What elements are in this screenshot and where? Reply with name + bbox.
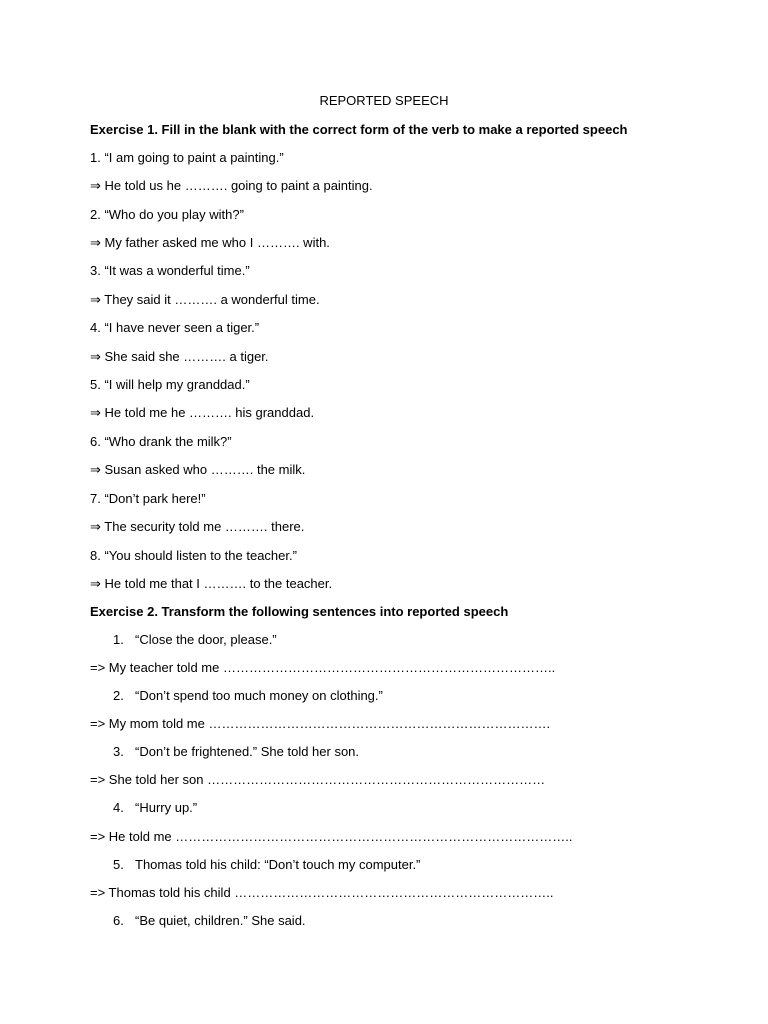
exercise2-answer-line: => My teacher told me …………………………………………………………………..	[90, 660, 556, 675]
exercise2-prompt	[113, 744, 359, 759]
item-number: 1.	[113, 632, 124, 647]
exercise1-line: ⇒ He told us he ………. going to paint a painting.	[90, 178, 373, 193]
exercise2-prompt	[113, 857, 420, 872]
exercise1-line: 5. “I will help my granddad.”	[90, 377, 250, 392]
prompt-text: “Be quiet, children.” She said.	[135, 913, 306, 928]
exercise2-answer-line: => Thomas told his child ………………………………………………………………..	[90, 885, 554, 900]
exercise1-line: 3. “It was a wonderful time.”	[90, 263, 250, 278]
prompt-text: Thomas told his child: “Don’t touch my computer.”	[135, 857, 421, 872]
exercise1-line: ⇒ She said she ………. a tiger.	[90, 349, 269, 364]
item-number: 5.	[113, 857, 124, 872]
prompt-text: “Don’t spend too much money on clothing.”	[135, 688, 383, 703]
exercise1-line: ⇒ He told me that I ………. to the teacher.	[90, 576, 333, 591]
prompt-text: “Close the door, please.”	[135, 632, 277, 647]
exercise1-line: ⇒ Susan asked who ………. the milk.	[90, 462, 306, 477]
item-number: 2.	[113, 688, 124, 703]
exercise2-answer-line: => He told me ………………………………………………………………………………..	[90, 829, 573, 844]
prompt-text: “Don’t be frightened.” She told her son.	[135, 744, 360, 759]
exercise1-line: 1. “I am going to paint a painting.”	[90, 150, 284, 165]
exercise1-line: 2. “Who do you play with?”	[90, 207, 244, 222]
exercise2-answer-line: => My mom told me …………………………………………………………………….	[90, 716, 551, 731]
exercise1-line: ⇒ He told me he ………. his granddad.	[90, 405, 315, 420]
item-number: 3.	[113, 744, 124, 759]
exercise1-line: 7. “Don’t park here!”	[90, 491, 206, 506]
exercise1-line: ⇒ They said it ………. a wonderful time.	[90, 292, 320, 307]
exercise1-line: ⇒ The security told me ………. there.	[90, 519, 305, 534]
exercise2-prompt	[113, 632, 277, 647]
exercise2-prompt	[113, 688, 383, 703]
exercise2-prompt	[113, 913, 306, 928]
exercise1-heading: Exercise 1. Fill in the blank with the correct form of the verb to make a reported speech	[90, 122, 628, 137]
exercise1-line: ⇒ My father asked me who I ………. with.	[90, 235, 330, 250]
item-number: 4.	[113, 800, 124, 815]
exercise1-line: 4. “I have never seen a tiger.”	[90, 320, 260, 335]
exercise2-prompt	[113, 800, 197, 815]
prompt-text: “Hurry up.”	[135, 800, 198, 815]
page-title: REPORTED SPEECH	[319, 93, 449, 108]
exercise2-answer-line: => She told her son ……………………………………………………………………	[90, 772, 546, 787]
exercise2-heading: Exercise 2. Transform the following sentences into reported speech	[90, 604, 509, 619]
item-number: 6.	[113, 913, 124, 928]
exercise1-line: 6. “Who drank the milk?”	[90, 434, 232, 449]
exercise1-line: 8. “You should listen to the teacher.”	[90, 548, 297, 563]
